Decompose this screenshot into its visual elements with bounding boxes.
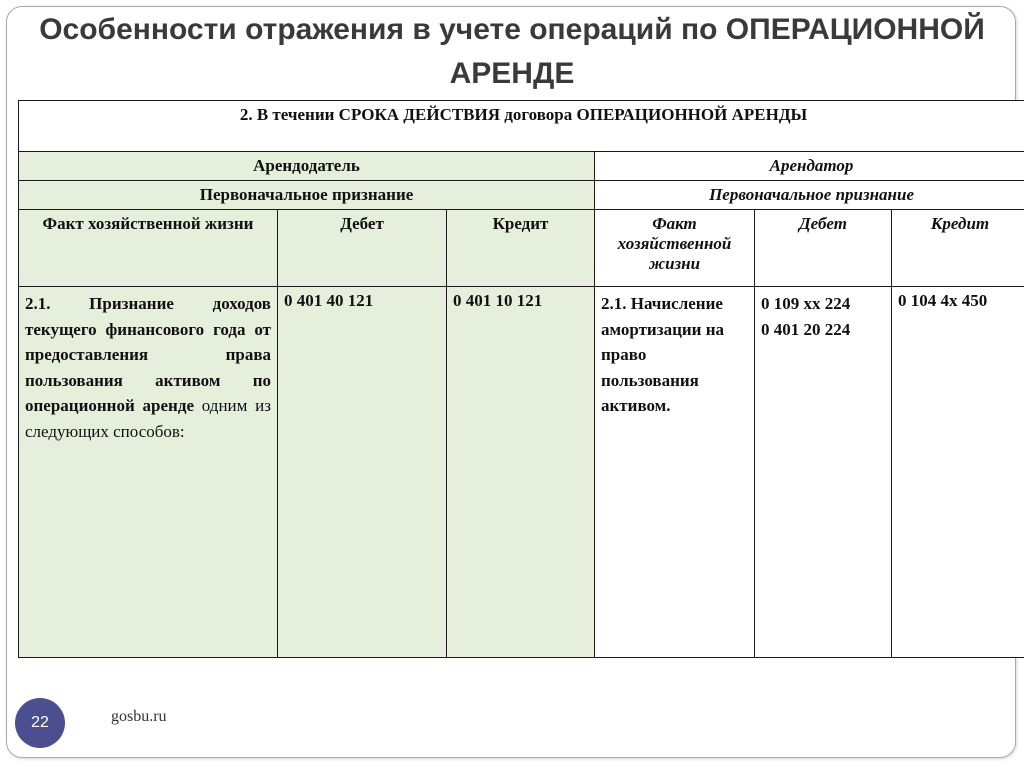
slide-title-line-1: Особенности отражения в учете операций по ОПЕРАЦИОННОЙ: [39, 13, 985, 46]
lessor-col-debit: Дебет: [278, 210, 447, 287]
lessee-subheader: Первоначальное признание: [595, 181, 1024, 210]
lessor-fact-normal: одним из следующих способов:: [25, 396, 271, 441]
lessor-credit-cell: 0 401 10 121: [447, 287, 595, 658]
lessee-fact-cell: 2.1. Начисление амортизации на право пользования активом.: [595, 287, 755, 658]
slide-title-line-2: АРЕНДЕ: [449, 57, 575, 90]
lessee-col-credit: Кредит: [892, 210, 1024, 287]
lessee-debit-cell: [755, 287, 892, 658]
lessor-col-credit: Кредит: [447, 210, 595, 287]
slide-title: [20, 8, 1004, 96]
lessor-fact-bold: 2.1. Признание доходов текущего финансового года от предоставления права пользования активом по операционной аренде: [25, 294, 271, 415]
lessor-label: Арендодатель: [19, 152, 595, 181]
lessee-col-fact: Факт хозяйственной жизни: [595, 210, 755, 287]
lessor-subheader: Первоначальное признание: [19, 181, 595, 210]
lessee-debit-1: 0 109 хх 224: [761, 294, 851, 313]
lease-accounting-table: [18, 100, 1024, 658]
lessor-col-fact: Факт хозяйственной жизни: [19, 210, 278, 287]
lessee-debit-2: 0 401 20 224: [761, 319, 851, 339]
source-label: gosbu.ru: [111, 708, 167, 725]
lessee-credit-cell: 0 104 4х 450: [892, 287, 1024, 658]
section-header: 2. В течении СРОКА ДЕЙСТВИЯ договора ОПЕРАЦИОННОЙ АРЕНДЫ: [19, 101, 1024, 152]
lessor-fact-cell: [19, 287, 278, 658]
lessee-col-debit: Дебет: [755, 210, 892, 287]
slide-number-badge: 22: [15, 698, 65, 748]
lessee-label: Арендатор: [595, 152, 1024, 181]
lessor-debit-cell: 0 401 40 121: [278, 287, 447, 658]
